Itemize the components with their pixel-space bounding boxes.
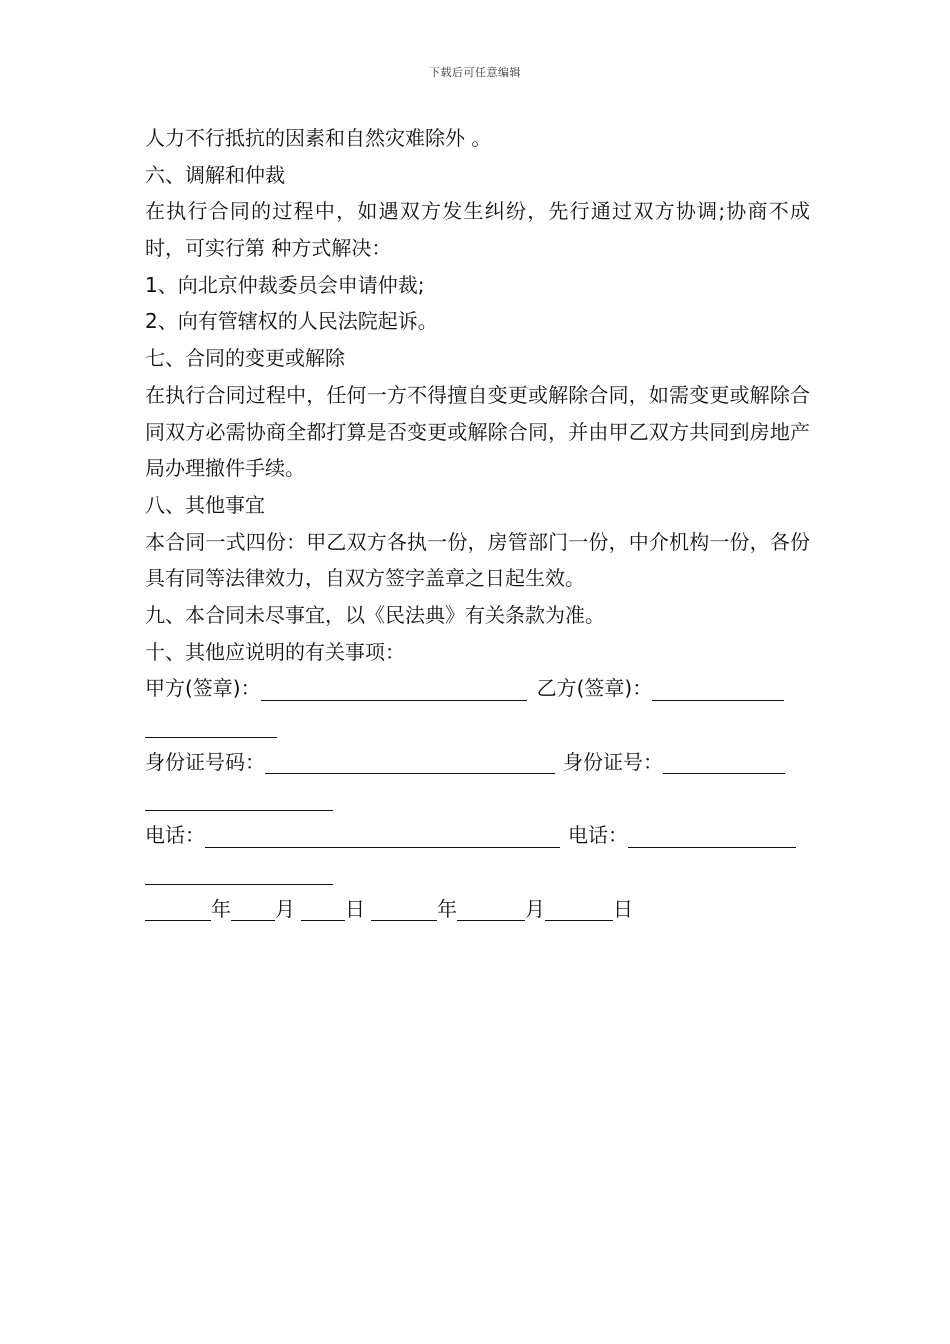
date-b-day-label: 日 [613,896,633,921]
party-signature-continuation [145,707,810,744]
section-8-paragraph: 本合同一式四份：甲乙双方各执一份，房管部门一份，中介机构一份，各份具有同等法律效力，自双方签字盖章之日起生效。 [145,529,810,591]
id-number-row [145,744,810,781]
date-row [145,891,810,928]
phone-a-label: 电话： [145,823,205,848]
phone-continuation [145,854,810,891]
phone-b-blank-continued[interactable] [145,858,333,885]
date-b-year-label: 年 [437,896,457,921]
document-body [145,120,810,927]
id-b-label: 身份证号： [563,749,663,774]
phone-b-label: 电话： [568,823,628,848]
section-6-item-2: 2、向有管辖权的人民法院起诉。 [145,309,438,334]
party-a-label: 甲方(签章)： [145,676,261,701]
section-7-title: 七、合同的变更或解除 [145,346,345,371]
date-b-year-blank[interactable] [371,894,437,921]
section-10-title: 十、其他应说明的有关事项： [145,639,405,664]
date-a-month-label: 月 [275,896,295,921]
id-b-blank-continued[interactable] [145,784,333,811]
section-6-paragraph: 在执行合同的过程中，如遇双方发生纠纷，先行通过双方协调;协商不成时，可实行第 种方式解决： [145,199,810,261]
date-a-day-label: 日 [345,896,365,921]
party-b-signature-blank[interactable] [652,674,784,701]
date-a-year-blank[interactable] [145,894,211,921]
party-b-signature-blank-continued[interactable] [145,711,277,738]
date-a-year-label: 年 [211,896,231,921]
section-6-item-1: 1、向北京仲裁委员会申请仲裁; [145,272,425,297]
phone-row [145,817,810,854]
date-b-month-label: 月 [525,896,545,921]
date-b-month-blank[interactable] [457,894,525,921]
phone-a-blank[interactable] [205,821,560,848]
section-8-title: 八、其他事宜 [145,492,265,517]
section-6-title: 六、调解和仲裁 [145,162,285,187]
id-b-blank[interactable] [663,747,785,774]
id-a-blank[interactable] [265,747,555,774]
date-b-day-blank[interactable] [545,894,613,921]
section-9-line: 九、本合同未尽事宜，以《民法典》有关条款为准。 [145,603,605,628]
phone-b-blank[interactable] [628,821,796,848]
date-a-day-blank[interactable] [301,894,345,921]
id-a-label: 身份证号码： [145,749,265,774]
id-number-continuation [145,780,810,817]
party-b-label: 乙方(签章)： [536,676,653,701]
page-header: 下载后可任意编辑 [429,66,521,79]
party-signature-row [145,670,810,707]
date-a-month-blank[interactable] [231,894,275,921]
party-a-signature-blank[interactable] [261,674,527,701]
force-majeure-line: 人力不行抵抗的因素和自然灾难除外 。 [145,126,492,150]
section-7-paragraph: 在执行合同过程中，任何一方不得擅自变更或解除合同，如需变更或解除合同双方必需协商全都打算是否变更或解除合同，并由甲乙双方共同到房地产局办理撤件手续。 [145,382,810,481]
